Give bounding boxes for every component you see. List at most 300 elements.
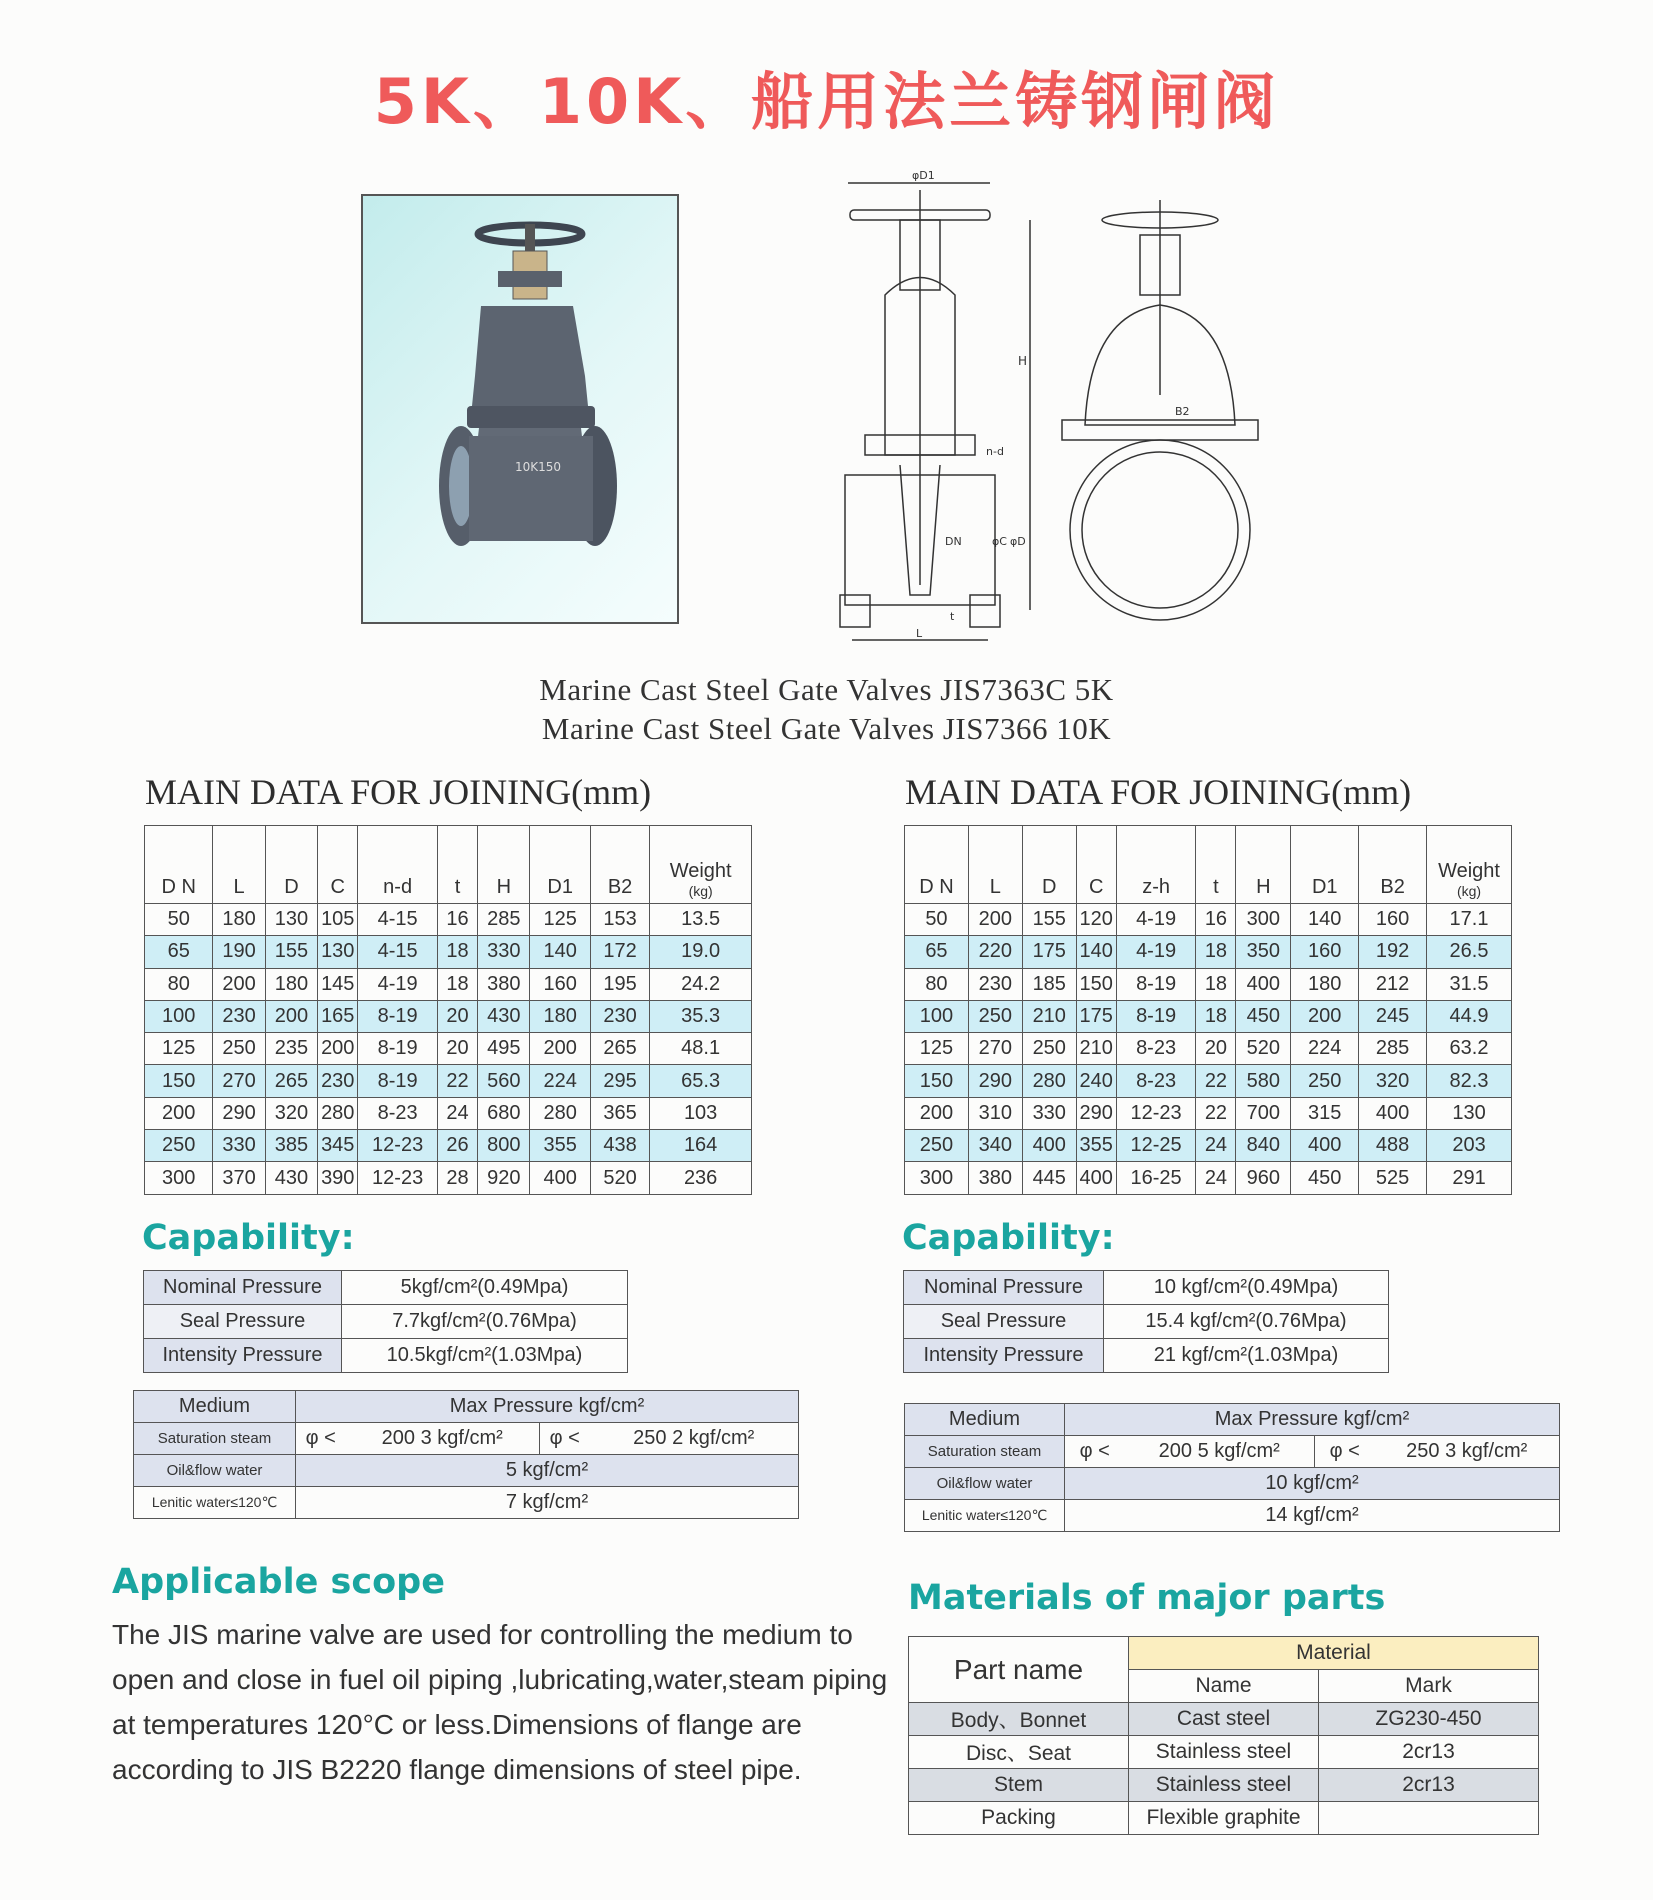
table-cell: 438: [590, 1130, 649, 1162]
material-name-cell: Stainless steel: [1129, 1736, 1319, 1769]
table-cell: 280: [1022, 1065, 1076, 1097]
table-cell: 20: [1196, 1033, 1236, 1065]
table-cell: 12-23: [358, 1130, 438, 1162]
page-title: 5K、10K、船用法兰铸钢闸阀: [373, 65, 1280, 138]
table-cell: 8-23: [1116, 1033, 1196, 1065]
table-cell: 430: [265, 1162, 317, 1194]
table-cell: 430: [478, 1000, 530, 1032]
saturation-value-b: 250 2 kgf/cm²: [590, 1423, 799, 1455]
table-cell: 150: [1076, 968, 1116, 1000]
table-cell: 200: [145, 1097, 213, 1129]
table-cell: 24: [437, 1097, 477, 1129]
table-cell: 12-23: [1116, 1097, 1196, 1129]
table-cell: 50: [145, 904, 213, 936]
table-cell: 270: [213, 1065, 265, 1097]
table-cell: 380: [478, 968, 530, 1000]
part-cell: Body、Bonnet: [909, 1703, 1129, 1736]
table-row: [145, 1033, 752, 1065]
table-cell: 165: [318, 1000, 358, 1032]
table-cell: 65: [145, 936, 213, 968]
table-cell: 330: [478, 936, 530, 968]
phi-symbol: φ <: [1065, 1436, 1125, 1468]
table-cell: 365: [590, 1097, 649, 1129]
table-cell: 520: [590, 1162, 649, 1194]
lenitic-water-label: Lenitic water≤120℃: [134, 1487, 296, 1519]
table-cell: 220: [968, 936, 1022, 968]
table-row: [909, 1769, 1539, 1802]
saturation-steam-label: Saturation steam: [905, 1436, 1065, 1468]
col-header: C: [318, 826, 358, 904]
capability-heading-10k: Capability:: [902, 1218, 1115, 1258]
table-cell: 210: [1076, 1033, 1116, 1065]
table-cell: 320: [1359, 1065, 1427, 1097]
table-cell: 150: [905, 1065, 969, 1097]
capability-table-5k: [143, 1270, 628, 1373]
oil-water-value: 5 kgf/cm²: [296, 1455, 799, 1487]
table-cell: 44.9: [1427, 1000, 1512, 1032]
table-cell: 250: [905, 1130, 969, 1162]
table-cell: 200: [530, 1033, 590, 1065]
table-cell: 400: [1076, 1162, 1116, 1194]
capability-table-10k: [903, 1270, 1389, 1373]
table-row: [905, 904, 1512, 936]
mark-header: Mark: [1319, 1670, 1539, 1703]
table-cell: 300: [905, 1162, 969, 1194]
materials-table: [908, 1636, 1539, 1835]
table-row: [909, 1703, 1539, 1736]
table-cell: 160: [530, 968, 590, 1000]
table-row: [145, 1065, 752, 1097]
table-cell: 385: [265, 1130, 317, 1162]
saturation-steam-label: Saturation steam: [134, 1423, 296, 1455]
table-cell: 250: [968, 1000, 1022, 1032]
table-cell: 80: [145, 968, 213, 1000]
table-cell: 50: [905, 904, 969, 936]
table-cell: 525: [1359, 1162, 1427, 1194]
gate-valve-image: [363, 196, 677, 622]
table-cell: 24: [1196, 1162, 1236, 1194]
table-cell: 31.5: [1427, 968, 1512, 1000]
subtitle-5k: Marine Cast Steel Gate Valves JIS7363C 5K: [539, 672, 1114, 707]
table-cell: 103: [650, 1097, 752, 1129]
table-cell: 175: [1022, 936, 1076, 968]
table-cell: 350: [1236, 936, 1291, 968]
table-cell: 80: [905, 968, 969, 1000]
table-cell: 240: [1076, 1065, 1116, 1097]
table-cell: 315: [1291, 1097, 1359, 1129]
table-cell: 125: [145, 1033, 213, 1065]
table-cell: 250: [1022, 1033, 1076, 1065]
table-cell: 180: [213, 904, 265, 936]
svg-text:φD1: φD1: [912, 169, 935, 182]
table-cell: 153: [590, 904, 649, 936]
table-cell: 16: [437, 904, 477, 936]
table-cell: 265: [265, 1065, 317, 1097]
table-cell: 65.3: [650, 1065, 752, 1097]
col-header: B2: [1359, 826, 1427, 904]
col-header-weight: [650, 826, 752, 904]
weight-unit: (kg): [688, 883, 713, 899]
table-cell: 520: [1236, 1033, 1291, 1065]
table-cell: 400: [1291, 1130, 1359, 1162]
table-cell: 330: [1022, 1097, 1076, 1129]
table-row: [909, 1802, 1539, 1835]
col-header: D N: [905, 826, 969, 904]
table-cell: 290: [1076, 1097, 1116, 1129]
table-cell: 200: [318, 1033, 358, 1065]
weight-unit: (kg): [1456, 883, 1482, 899]
col-header: t: [1196, 826, 1236, 904]
table-cell: 22: [1196, 1097, 1236, 1129]
svg-text:φC: φC: [992, 535, 1007, 548]
weight-label: Weight: [1438, 860, 1500, 882]
table-row: [145, 1162, 752, 1194]
table-cell: 580: [1236, 1065, 1291, 1097]
table-cell: 24: [1196, 1130, 1236, 1162]
table-cell: 4-19: [1116, 904, 1196, 936]
table-cell: 270: [968, 1033, 1022, 1065]
table-row: [905, 1033, 1512, 1065]
table-cell: 22: [1196, 1065, 1236, 1097]
table-cell: 495: [478, 1033, 530, 1065]
table-cell: 160: [1359, 904, 1427, 936]
svg-text:DN: DN: [945, 535, 962, 548]
table-cell: 17.1: [1427, 904, 1512, 936]
table-cell: 250: [213, 1033, 265, 1065]
table-cell: 145: [318, 968, 358, 1000]
cap-label: Nominal Pressure: [904, 1271, 1104, 1305]
table-cell: 16-25: [1116, 1162, 1196, 1194]
saturation-value-a: 200 3 kgf/cm²: [346, 1423, 540, 1455]
saturation-value-b: 250 3 kgf/cm²: [1375, 1436, 1560, 1468]
material-mark-cell: [1319, 1802, 1539, 1835]
table-10k-heading: MAIN DATA FOR JOINING(mm): [905, 772, 1412, 812]
table-row: [145, 1000, 752, 1032]
max-pressure-header: Max Pressure kgf/cm²: [1065, 1404, 1560, 1436]
table-cell: 700: [1236, 1097, 1291, 1129]
table-header-row: [905, 826, 1512, 904]
table-row: [905, 1000, 1512, 1032]
table-cell: 155: [265, 936, 317, 968]
scope-text: The JIS marine valve are used for controlling the medium to open and close in fuel oil piping ,lubricating,water,steam piping at temperatures 120°C or less.Dimensions of flange are according to JIS B2220 flange dimensions of steel pipe.: [112, 1619, 888, 1785]
table-cell: 310: [968, 1097, 1022, 1129]
col-header: D: [1022, 826, 1076, 904]
table-cell: 105: [318, 904, 358, 936]
cap-value: 21 kgf/cm²(1.03Mpa): [1104, 1339, 1389, 1373]
part-cell: Disc、Seat: [909, 1736, 1129, 1769]
material-mark-cell: ZG230-450: [1319, 1703, 1539, 1736]
oil-water-value: 10 kgf/cm²: [1065, 1468, 1560, 1500]
table-cell: 82.3: [1427, 1065, 1512, 1097]
lenitic-water-value: 14 kgf/cm²: [1065, 1500, 1560, 1532]
table-cell: 400: [1022, 1130, 1076, 1162]
table-cell: 250: [145, 1130, 213, 1162]
table-cell: 28: [437, 1162, 477, 1194]
table-cell: 450: [1236, 1000, 1291, 1032]
valve-photo: [361, 194, 679, 624]
table-cell: 20: [437, 1033, 477, 1065]
col-header-weight: [1427, 826, 1512, 904]
table-cell: 280: [530, 1097, 590, 1129]
cap-value: 10 kgf/cm²(0.49Mpa): [1104, 1271, 1389, 1305]
part-name-header: Part name: [909, 1637, 1129, 1703]
capability-heading-5k: Capability:: [142, 1218, 355, 1258]
cap-value: 7.7kgf/cm²(0.76Mpa): [342, 1305, 628, 1339]
table-cell: 8-19: [358, 1033, 438, 1065]
table-row: [145, 1097, 752, 1129]
lenitic-water-value: 7 kgf/cm²: [296, 1487, 799, 1519]
table-cell: 355: [530, 1130, 590, 1162]
table-row: [909, 1736, 1539, 1769]
table-cell: 172: [590, 936, 649, 968]
oil-water-label: Oil&flow water: [134, 1455, 296, 1487]
svg-text:L: L: [916, 627, 923, 640]
table-row: [905, 1162, 1512, 1194]
table-cell: 180: [530, 1000, 590, 1032]
table-cell: 330: [213, 1130, 265, 1162]
table-cell: 320: [265, 1097, 317, 1129]
table-cell: 8-19: [358, 1065, 438, 1097]
cap-label: Intensity Pressure: [144, 1339, 342, 1373]
table-cell: 185: [1022, 968, 1076, 1000]
table-cell: 224: [1291, 1033, 1359, 1065]
table-cell: 370: [213, 1162, 265, 1194]
table-cell: 680: [478, 1097, 530, 1129]
table-cell: 560: [478, 1065, 530, 1097]
svg-text:10K150: 10K150: [515, 460, 562, 474]
table-cell: 400: [1359, 1097, 1427, 1129]
table-cell: 295: [590, 1065, 649, 1097]
material-name-cell: Stainless steel: [1129, 1769, 1319, 1802]
table-row: [905, 1097, 1512, 1129]
cap-label: Nominal Pressure: [144, 1271, 342, 1305]
table-cell: 195: [590, 968, 649, 1000]
table-cell: 100: [905, 1000, 969, 1032]
medium-header: Medium: [905, 1404, 1065, 1436]
table-cell: 24.2: [650, 968, 752, 1000]
table-cell: 192: [1359, 936, 1427, 968]
material-mark-cell: 2cr13: [1319, 1769, 1539, 1802]
part-cell: Packing: [909, 1802, 1129, 1835]
cap-label: Seal Pressure: [904, 1305, 1104, 1339]
table-row: [145, 1130, 752, 1162]
col-header: L: [213, 826, 265, 904]
table-cell: 230: [590, 1000, 649, 1032]
table-cell: 340: [968, 1130, 1022, 1162]
table-cell: 355: [1076, 1130, 1116, 1162]
table-cell: 203: [1427, 1130, 1512, 1162]
table-cell: 285: [478, 904, 530, 936]
table-cell: 19.0: [650, 936, 752, 968]
medium-table-5k: [133, 1390, 799, 1519]
table-5k-heading: MAIN DATA FOR JOINING(mm): [145, 772, 652, 812]
col-header: z-h: [1116, 826, 1196, 904]
table-cell: 200: [213, 968, 265, 1000]
medium-table-10k: [904, 1403, 1560, 1532]
col-header: L: [968, 826, 1022, 904]
saturation-value-a: 200 5 kgf/cm²: [1125, 1436, 1315, 1468]
table-cell: 4-15: [358, 936, 438, 968]
table-row: [905, 1065, 1512, 1097]
col-header: D: [265, 826, 317, 904]
table-row: [905, 936, 1512, 968]
table-cell: 400: [1236, 968, 1291, 1000]
cap-label: Seal Pressure: [144, 1305, 342, 1339]
table-cell: 130: [318, 936, 358, 968]
table-cell: 4-15: [358, 904, 438, 936]
table-cell: 18: [1196, 936, 1236, 968]
table-cell: 65: [905, 936, 969, 968]
table-cell: 164: [650, 1130, 752, 1162]
cap-value: 15.4 kgf/cm²(0.76Mpa): [1104, 1305, 1389, 1339]
table-cell: 210: [1022, 1000, 1076, 1032]
table-cell: 235: [265, 1033, 317, 1065]
table-cell: 840: [1236, 1130, 1291, 1162]
table-cell: 300: [145, 1162, 213, 1194]
medium-header: Medium: [134, 1391, 296, 1423]
technical-drawing: [830, 165, 1270, 645]
table-cell: 4-19: [358, 968, 438, 1000]
table-cell: 125: [530, 904, 590, 936]
svg-text:t: t: [950, 610, 955, 623]
table-cell: 285: [1359, 1033, 1427, 1065]
table-cell: 236: [650, 1162, 752, 1194]
table-cell: 63.2: [1427, 1033, 1512, 1065]
table-cell: 175: [1076, 1000, 1116, 1032]
table-cell: 125: [905, 1033, 969, 1065]
part-cell: Stem: [909, 1769, 1129, 1802]
table-cell: 8-19: [1116, 968, 1196, 1000]
max-pressure-header: Max Pressure kgf/cm²: [296, 1391, 799, 1423]
table-cell: 26.5: [1427, 936, 1512, 968]
table-cell: 180: [265, 968, 317, 1000]
table-cell: 180: [1291, 968, 1359, 1000]
table-cell: 140: [1291, 904, 1359, 936]
col-header: t: [437, 826, 477, 904]
col-header: D1: [1291, 826, 1359, 904]
svg-text:φD: φD: [1010, 535, 1026, 548]
col-header: H: [1236, 826, 1291, 904]
table-cell: 20: [437, 1000, 477, 1032]
table-cell: 280: [318, 1097, 358, 1129]
table-cell: 488: [1359, 1130, 1427, 1162]
table-cell: 18: [437, 968, 477, 1000]
table-cell: 290: [213, 1097, 265, 1129]
table-cell: 250: [1291, 1065, 1359, 1097]
table-5k: [144, 825, 752, 1195]
cap-label: Intensity Pressure: [904, 1339, 1104, 1373]
table-cell: 130: [265, 904, 317, 936]
phi-symbol: φ <: [296, 1423, 346, 1455]
table-cell: 920: [478, 1162, 530, 1194]
table-cell: 450: [1291, 1162, 1359, 1194]
table-cell: 224: [530, 1065, 590, 1097]
table-cell: 8-19: [358, 1000, 438, 1032]
table-cell: 18: [1196, 1000, 1236, 1032]
table-cell: 48.1: [650, 1033, 752, 1065]
col-header: H: [478, 826, 530, 904]
table-cell: 291: [1427, 1162, 1512, 1194]
cap-value: 10.5kgf/cm²(1.03Mpa): [342, 1339, 628, 1373]
svg-text:n-d: n-d: [986, 445, 1004, 458]
col-header: C: [1076, 826, 1116, 904]
table-row: [145, 936, 752, 968]
table-cell: 140: [1076, 936, 1116, 968]
valve-section-drawing: [830, 165, 1270, 645]
table-cell: 300: [1236, 904, 1291, 936]
table-cell: 800: [478, 1130, 530, 1162]
table-header-row: [145, 826, 752, 904]
oil-water-label: Oil&flow water: [905, 1468, 1065, 1500]
material-header: Material: [1129, 1637, 1539, 1670]
svg-text:H: H: [1018, 354, 1028, 368]
phi-symbol: φ <: [1315, 1436, 1375, 1468]
table-cell: 22: [437, 1065, 477, 1097]
table-cell: 390: [318, 1162, 358, 1194]
table-cell: 35.3: [650, 1000, 752, 1032]
table-cell: 200: [905, 1097, 969, 1129]
name-header: Name: [1129, 1670, 1319, 1703]
lenitic-water-label: Lenitic water≤120℃: [905, 1500, 1065, 1532]
table-cell: 26: [437, 1130, 477, 1162]
col-header: n-d: [358, 826, 438, 904]
table-row: [145, 904, 752, 936]
table-cell: 345: [318, 1130, 358, 1162]
col-header: D N: [145, 826, 213, 904]
table-cell: 120: [1076, 904, 1116, 936]
col-header: D1: [530, 826, 590, 904]
table-cell: 380: [968, 1162, 1022, 1194]
table-cell: 230: [318, 1065, 358, 1097]
material-name-cell: Cast steel: [1129, 1703, 1319, 1736]
table-cell: 150: [145, 1065, 213, 1097]
table-cell: 245: [1359, 1000, 1427, 1032]
svg-text:B2: B2: [1175, 405, 1190, 418]
table-cell: 13.5: [650, 904, 752, 936]
table-cell: 100: [145, 1000, 213, 1032]
table-cell: 155: [1022, 904, 1076, 936]
table-row: [145, 968, 752, 1000]
table-cell: 230: [968, 968, 1022, 1000]
table-cell: 445: [1022, 1162, 1076, 1194]
phi-symbol: φ <: [540, 1423, 590, 1455]
weight-label: Weight: [669, 860, 732, 882]
table-row: [905, 968, 1512, 1000]
table-row: [905, 1130, 1512, 1162]
scope-heading: Applicable scope: [112, 1562, 445, 1602]
subtitle-10k: Marine Cast Steel Gate Valves JIS7366 10K: [541, 711, 1112, 746]
table-cell: 200: [968, 904, 1022, 936]
table-cell: 12-25: [1116, 1130, 1196, 1162]
table-cell: 130: [1427, 1097, 1512, 1129]
material-mark-cell: 2cr13: [1319, 1736, 1539, 1769]
material-name-cell: Flexible graphite: [1129, 1802, 1319, 1835]
table-cell: 290: [968, 1065, 1022, 1097]
table-cell: 190: [213, 936, 265, 968]
table-10k: [904, 825, 1512, 1195]
table-cell: 230: [213, 1000, 265, 1032]
table-cell: 16: [1196, 904, 1236, 936]
table-cell: 18: [1196, 968, 1236, 1000]
table-cell: 8-19: [1116, 1000, 1196, 1032]
cap-value: 5kgf/cm²(0.49Mpa): [342, 1271, 628, 1305]
table-cell: 160: [1291, 936, 1359, 968]
table-cell: 400: [530, 1162, 590, 1194]
table-cell: 140: [530, 936, 590, 968]
table-cell: 8-23: [358, 1097, 438, 1129]
table-cell: 4-19: [1116, 936, 1196, 968]
materials-heading: Materials of major parts: [908, 1578, 1386, 1618]
